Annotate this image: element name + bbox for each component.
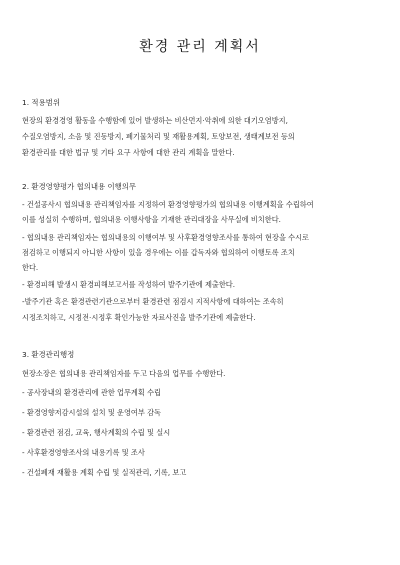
section-2-line: 이를 성실히 수행하며, 협의내용 이행사항을 기재한 관리대장을 사무실에 비치한다. — [22, 215, 281, 224]
section-3-item: - 사후환경영향조사의 내용기록 및 조사 — [22, 448, 145, 457]
section-2-line: - 협의내용 관리책임자는 협의내용의 이행여부 및 사후환경영향조사를 통하여 현장을 수시로 — [22, 233, 309, 242]
section-2-heading: 2. 환경영향평가 협의내용 이행의무 — [22, 182, 137, 191]
section-3-item: - 환경영향저감시설의 설치 및 운영여부 감독 — [22, 408, 161, 417]
section-1-line: 현장의 환경경영 활동을 수행함에 있어 발생하는 비산먼지·악취에 의한 대기오염방지, — [22, 116, 288, 125]
section-2-line: - 환경피해 발생시 환경피해보고서를 작성하여 발주기관에 제출한다. — [22, 280, 235, 289]
section-3-intro: 현장소장은 협의내용 관리책임자를 두고 다음의 업무를 수행한다. — [22, 369, 226, 378]
document-title: 환경 관리 계획서 — [139, 39, 261, 55]
section-3-item: - 공사장내의 환경관리에 관한 업무계획 수립 — [22, 388, 161, 397]
section-1-heading: 1. 적용범위 — [22, 98, 60, 107]
section-2-line: -발주기관 혹은 환경관련기관으로부터 환경관련 점검시 지적사항에 대하여는 조속히 — [22, 297, 284, 306]
section-3-item: - 환경관련 점검, 교육, 행사계획의 수립 및 실시 — [22, 428, 171, 437]
section-2-line: 시정조치하고, 시정전·시정후 확인가능한 자료사진을 발주기관에 제출한다. — [22, 313, 256, 322]
section-2-line: 한다. — [22, 263, 39, 272]
section-2-line: 점검하고 이행되지 아니한 사항이 있을 경우에는 이를 갑독자와 협의하여 이행토록 조치 — [22, 248, 295, 257]
section-3-heading: 3. 환경관리행정 — [22, 350, 75, 359]
section-3-item: - 건설폐재 재활용 계획 수립 및 실적관리, 기록, 보고 — [22, 468, 187, 477]
section-2-line: - 건설공사시 협의내용 관리책임자를 지정하여 환경영향평가의 협의내용 이행계획을 수립하여 — [22, 200, 314, 209]
section-1-line: 수질오염방지, 소음 및 진동방지, 폐기물처리 및 재활용계획, 토양보전, 생태계보전 등의 — [22, 132, 295, 141]
section-1-line: 환경관리를 대한 법규 및 기타 요구 사항에 대한 관리 계획을 말한다. — [22, 148, 235, 157]
